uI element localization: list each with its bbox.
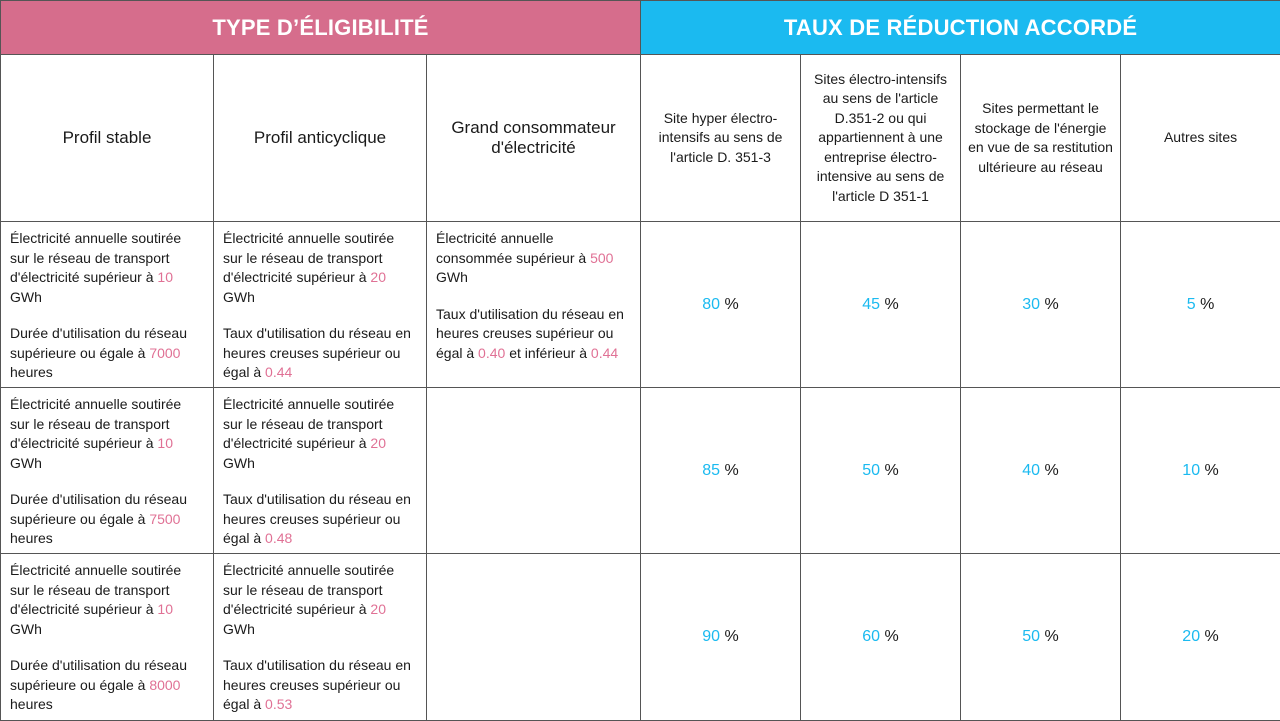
col-electro-intensifs: Sites électro-intensifs au sens de l'article D.351-2 ou qui appartiennent à une entreprise électro-intensive au sens de l'article D 351-1 <box>801 55 961 222</box>
rate-cell <box>961 388 1121 554</box>
table-row <box>1 554 1280 721</box>
criteria-paragraph: Électricité annuelle soutirée sur le réseau de transport d'électricité supérieur à 20 GWh <box>223 561 417 639</box>
percent-sign: % <box>1045 296 1059 313</box>
rate-cell <box>1121 554 1280 721</box>
rate-cell <box>801 388 961 554</box>
rate-value: 60 <box>862 628 880 645</box>
rate-value: 40 <box>1022 462 1040 479</box>
col-stockage-energie: Sites permettant le stockage de l'énergie en vue de sa restitution ultérieure au réseau <box>961 55 1121 222</box>
rate-cell <box>1121 388 1280 554</box>
column-header-row <box>1 55 1280 222</box>
rate-cell <box>641 554 801 721</box>
criteria-paragraph: Électricité annuelle consommée supérieur à 500 GWh <box>436 229 631 288</box>
rate-value: 30 <box>1022 296 1040 313</box>
title-row <box>1 1 1280 55</box>
grand-consommateur-criteria-cell <box>427 388 641 554</box>
stable-criteria-cell <box>1 554 214 721</box>
criteria-paragraph: Électricité annuelle soutirée sur le réseau de transport d'électricité supérieur à 10 GWh <box>10 395 204 473</box>
stable-criteria-cell <box>1 388 214 554</box>
percent-sign: % <box>725 462 739 479</box>
percent-sign: % <box>1205 462 1219 479</box>
threshold-value: 0.44 <box>265 364 292 380</box>
percent-sign: % <box>1205 628 1219 645</box>
rate-cell <box>961 222 1121 388</box>
threshold-value: 7000 <box>149 345 180 361</box>
threshold-value: 0.40 <box>478 345 505 361</box>
threshold-value: 10 <box>157 435 173 451</box>
rate-value: 50 <box>862 462 880 479</box>
anticyclique-criteria-cell <box>214 222 427 388</box>
col-profil-stable: Profil stable <box>1 55 214 222</box>
anticyclique-criteria-cell <box>214 388 427 554</box>
rate-value: 20 <box>1182 628 1200 645</box>
rate-cell <box>801 554 961 721</box>
threshold-value: 500 <box>590 250 613 266</box>
criteria-paragraph: Taux d'utilisation du réseau en heures creuses supérieur ou égal à 0.44 <box>223 324 417 383</box>
percent-sign: % <box>725 296 739 313</box>
threshold-value: 20 <box>370 269 386 285</box>
criteria-paragraph: Électricité annuelle soutirée sur le réseau de transport d'électricité supérieur à 20 GWh <box>223 395 417 473</box>
col-hyper-electro-intensifs: Site hyper électro-intensifs au sens de l'article D. 351-3 <box>641 55 801 222</box>
threshold-value: 10 <box>157 269 173 285</box>
rate-cell <box>641 388 801 554</box>
col-autres-sites: Autres sites <box>1121 55 1280 222</box>
rate-value: 50 <box>1022 628 1040 645</box>
grand-consommateur-criteria-cell <box>427 222 641 388</box>
rate-value: 45 <box>862 296 880 313</box>
percent-sign: % <box>1045 462 1059 479</box>
rate-value: 10 <box>1182 462 1200 479</box>
threshold-value: 0.44 <box>591 345 618 361</box>
rate-value: 5 <box>1187 296 1196 313</box>
criteria-paragraph: Durée d'utilisation du réseau supérieure ou égale à 7000 heures <box>10 324 204 383</box>
percent-sign: % <box>1045 628 1059 645</box>
threshold-value: 7500 <box>149 511 180 527</box>
threshold-value: 0.53 <box>265 696 292 712</box>
threshold-value: 10 <box>157 601 173 617</box>
rate-cell <box>801 222 961 388</box>
grand-consommateur-criteria-cell <box>427 554 641 721</box>
criteria-paragraph: Électricité annuelle soutirée sur le réseau de transport d'électricité supérieur à 10 GWh <box>10 561 204 639</box>
stable-criteria-cell <box>1 222 214 388</box>
percent-sign: % <box>725 628 739 645</box>
threshold-value: 0.48 <box>265 530 292 546</box>
anticyclique-criteria-cell <box>214 554 427 721</box>
percent-sign: % <box>1200 296 1214 313</box>
threshold-value: 20 <box>370 435 386 451</box>
rate-cell <box>1121 222 1280 388</box>
reduction-rate-header: TAUX DE RÉDUCTION ACCORDÉ <box>641 1 1280 55</box>
eligibility-type-header: TYPE D’ÉLIGIBILITÉ <box>1 1 641 55</box>
threshold-value: 20 <box>370 601 386 617</box>
col-grand-consommateur: Grand consommateur d'électricité <box>427 55 641 222</box>
rate-value: 90 <box>702 628 720 645</box>
percent-sign: % <box>885 462 899 479</box>
rate-value: 80 <box>702 296 720 313</box>
criteria-paragraph: Durée d'utilisation du réseau supérieure ou égale à 8000 heures <box>10 656 204 715</box>
criteria-paragraph: Taux d'utilisation du réseau en heures creuses supérieur ou égal à 0.48 <box>223 490 417 549</box>
col-profil-anticyclique: Profil anticyclique <box>214 55 427 222</box>
criteria-paragraph: Électricité annuelle soutirée sur le réseau de transport d'électricité supérieur à 20 GWh <box>223 229 417 307</box>
rate-value: 85 <box>702 462 720 479</box>
table-row <box>1 222 1280 388</box>
criteria-paragraph: Taux d'utilisation du réseau en heures creuses supérieur ou égal à 0.40 et inférieur à 0.44 <box>436 305 631 364</box>
percent-sign: % <box>885 628 899 645</box>
rate-cell <box>961 554 1121 721</box>
criteria-paragraph: Taux d'utilisation du réseau en heures creuses supérieur ou égal à 0.53 <box>223 656 417 715</box>
rate-cell <box>641 222 801 388</box>
percent-sign: % <box>885 296 899 313</box>
criteria-paragraph: Électricité annuelle soutirée sur le réseau de transport d'électricité supérieur à 10 GWh <box>10 229 204 307</box>
criteria-paragraph: Durée d'utilisation du réseau supérieure ou égale à 7500 heures <box>10 490 204 549</box>
table-row <box>1 388 1280 554</box>
threshold-value: 8000 <box>149 677 180 693</box>
